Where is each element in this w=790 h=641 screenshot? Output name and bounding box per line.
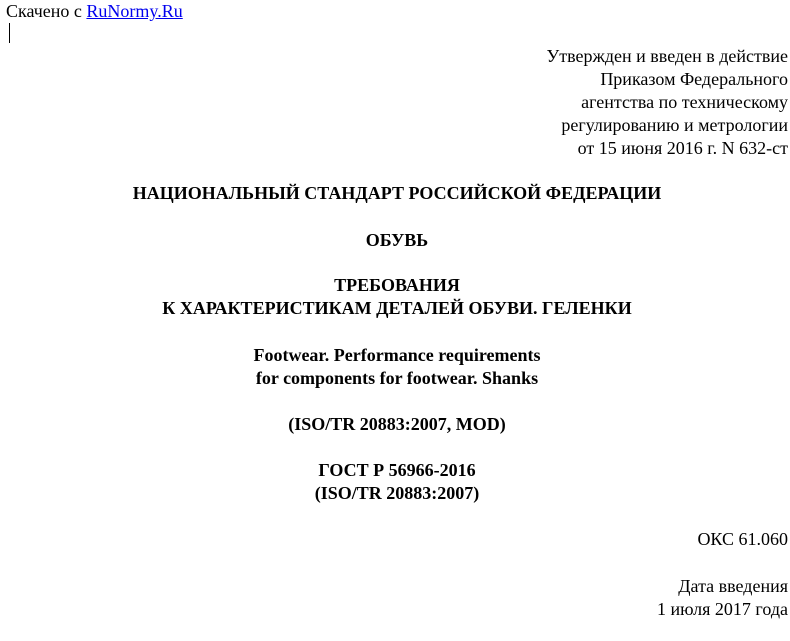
text-cursor: [9, 23, 10, 43]
source-line: [6, 0, 183, 22]
english-title-line-2: for components for footwear. Shanks: [255, 368, 539, 388]
approval-line: агентства по техническому: [581, 92, 788, 112]
approval-line: Утвержден и введен в действие: [546, 46, 788, 66]
approval-line: регулированию и метрологии: [561, 115, 788, 135]
intro-date-block: [657, 575, 788, 621]
iso-reference: (ISO/TR 20883:2007): [314, 483, 480, 503]
runormy-link[interactable]: RuNormy.Ru: [86, 1, 183, 21]
iso-mod-reference: (ISO/TR 20883:2007, MOD): [288, 414, 506, 434]
english-title-line-1: Footwear. Performance requirements: [253, 345, 541, 365]
approval-line: Приказом Федерального: [600, 69, 788, 89]
approval-block: [546, 45, 788, 160]
oks-code: ОКС 61.060: [697, 529, 788, 549]
requirements-line-1: ТРЕБОВАНИЯ: [334, 275, 460, 295]
standard-title: НАЦИОНАЛЬНЫЙ СТАНДАРТ РОССИЙСКОЙ ФЕДЕРАЦИИ: [132, 183, 662, 203]
intro-date-value: 1 июля 2017 года: [657, 599, 788, 619]
downloaded-prefix: Скачено с: [6, 1, 82, 21]
approval-line: от 15 июня 2016 г. N 632-ст: [577, 138, 788, 158]
gost-number: ГОСТ Р 56966-2016: [318, 460, 476, 480]
intro-date-label: Дата введения: [678, 576, 788, 596]
english-title: [0, 344, 790, 390]
requirements-line-2: К ХАРАКТЕРИСТИКАМ ДЕТАЛЕЙ ОБУВИ. ГЕЛЕНКИ: [162, 298, 632, 318]
standard-subject: ОБУВЬ: [365, 230, 429, 250]
gost-designation: [0, 459, 790, 505]
requirements-heading: [0, 274, 790, 320]
